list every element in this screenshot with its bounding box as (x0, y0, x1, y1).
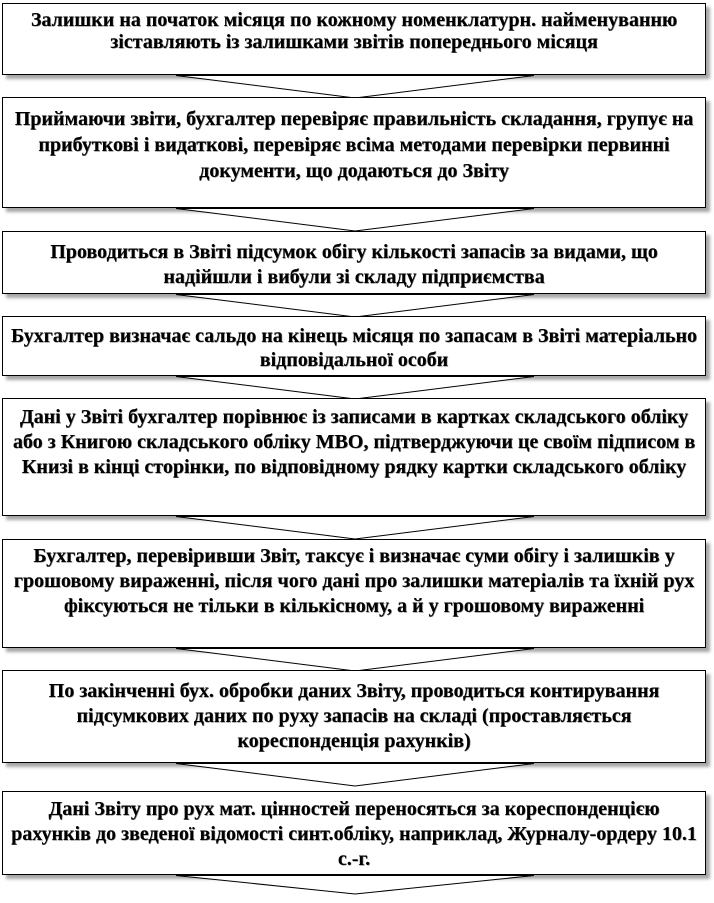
step-8-box (2, 791, 706, 875)
step-1-box (2, 3, 706, 75)
arrow-down-7 (175, 763, 535, 787)
step-8-text: Дані Звіту про рух мат. цінностей переносяться за кореспонденцією рахунків до зведеної відомості синт.обліку, наприклад, Журналу-ордеру 10.1 с.-г. (11, 798, 697, 870)
arrow-down-1 (175, 75, 535, 99)
step-1-text: Залишки на початок місяця по кожному номенклатурн. найменуванню зіставляють із залишками звітів попереднього місяця (30, 9, 678, 53)
arrow-down-2 (175, 208, 535, 232)
step-6-box (2, 539, 706, 648)
step-4-text: Бухгалтер визначає сальдо на кінець місяця по запасам в Звіті матеріально відповідальної особи (10, 325, 698, 371)
arrow-down-8 (175, 875, 535, 895)
step-3-box (2, 231, 706, 294)
step-3-text: Проводиться в Звіті підсумок обігу кількості запасів за видами, що надійшли і вибули зі складу підприємства (50, 241, 658, 288)
step-5-text: Дані у Звіті бухгалтер порівнює із записами в картках складського обліку або з Книгою складського обліку МВО, підтверджуючи це своїм підписом в Книзі в кінці сторінки, по відповідному рядку картки складського обліку (12, 406, 696, 478)
step-7-box (2, 670, 706, 763)
arrow-down-4 (175, 376, 535, 400)
arrow-down-6 (175, 648, 535, 672)
arrow-down-5 (175, 516, 535, 540)
arrow-down-3 (175, 294, 535, 318)
step-2-text: Приймаючи звіти, бухгалтер перевіряє правильність складання, групує на прибуткові і видаткові, перевіряє всіма методами перевірки первинні документи, що додаються до Звіту (14, 108, 694, 182)
step-2-box (2, 97, 706, 208)
step-6-text: Бухгалтер, перевіривши Звіт, таксує і визначає суми обігу і залишків у грошовому вираженні, після чого дані про залишки матеріалів та їхній рух фіксуються не тільки в кількісному, а й у грошовому вираженні (13, 545, 695, 617)
step-4-box (2, 316, 706, 376)
step-5-box (2, 398, 706, 516)
step-7-text: По закінченні бух. обробки даних Звіту, проводиться контирування підсумкових даних по руху запасів на складі (проставляється кореспонденція рахунків) (48, 680, 660, 752)
